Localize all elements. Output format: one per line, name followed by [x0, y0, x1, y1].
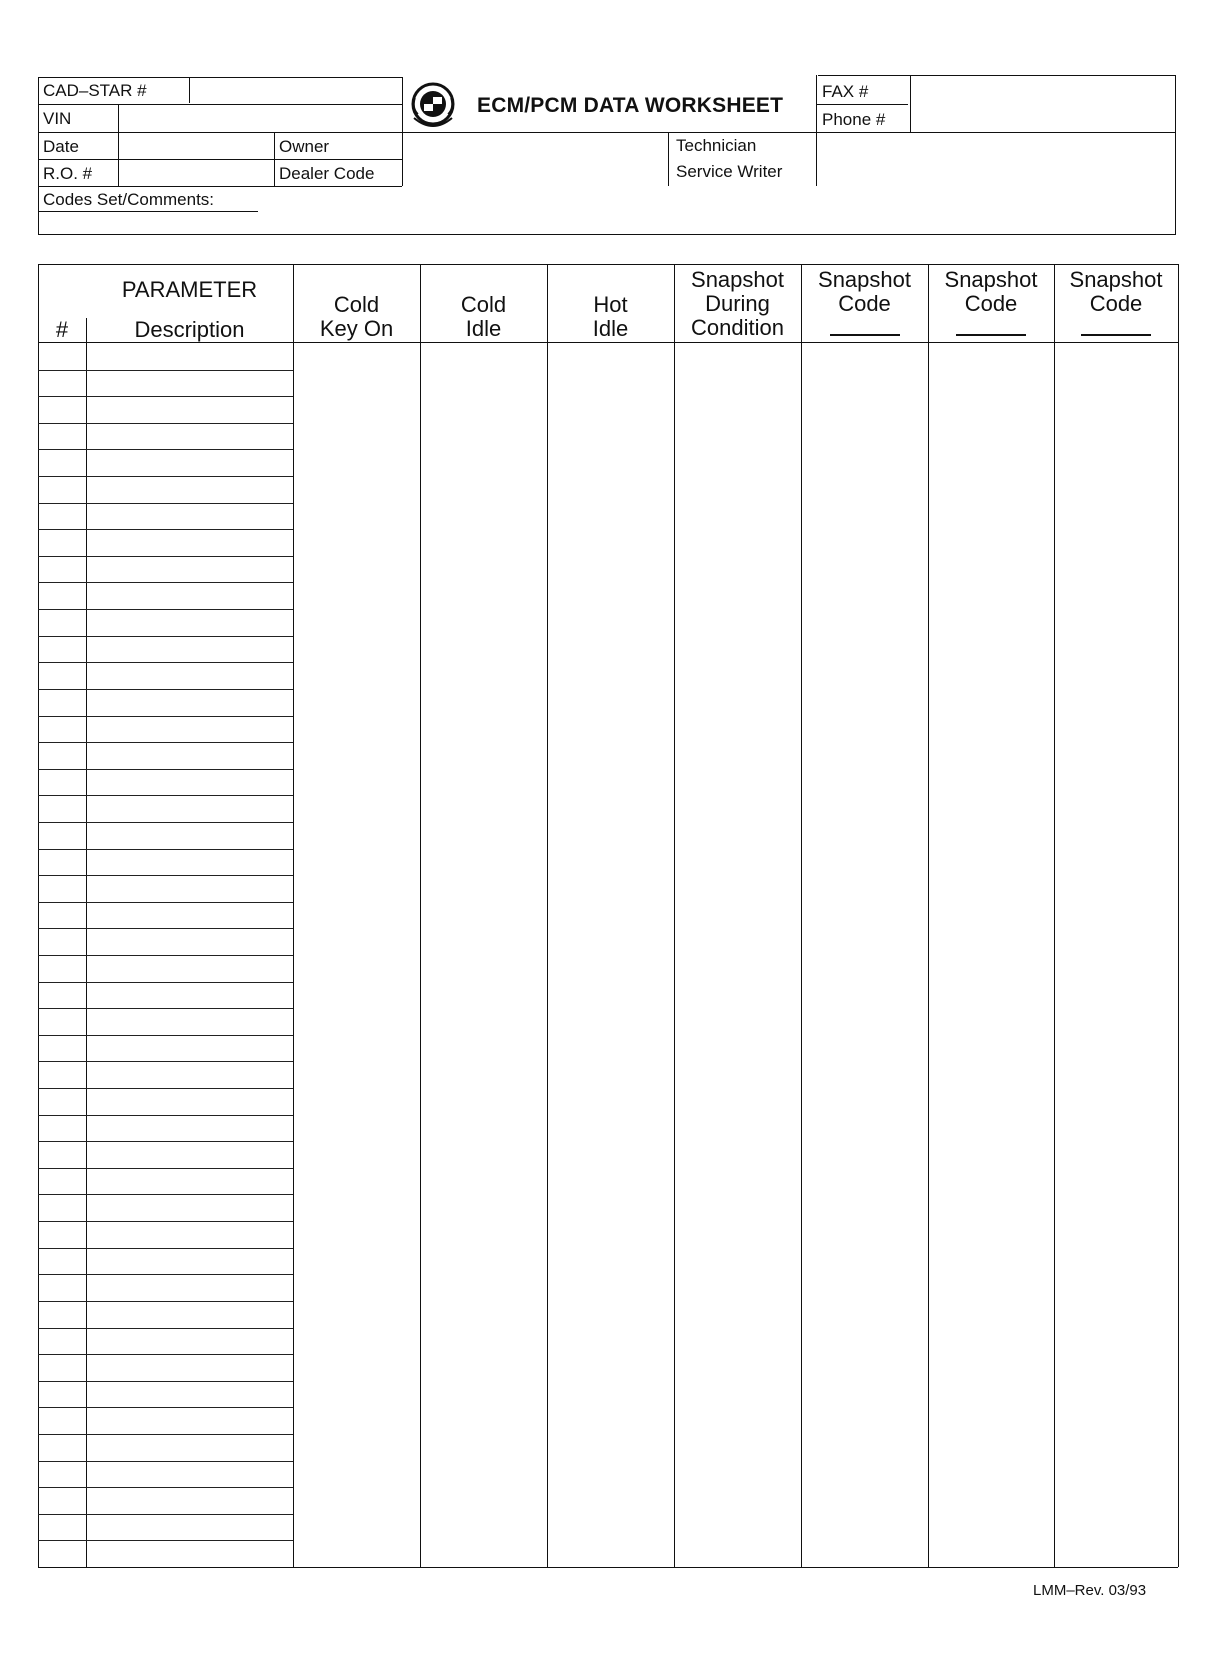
- column-header-cold-key-on: [293, 293, 420, 341]
- table-row[interactable]: [40, 1142, 1176, 1167]
- table-row[interactable]: [40, 903, 1176, 928]
- column-header-line1: Snapshot: [1069, 267, 1163, 292]
- vin-underline: [38, 132, 1176, 133]
- table-row[interactable]: [40, 1408, 1176, 1433]
- table-row[interactable]: [40, 876, 1176, 901]
- column-header-line2: Code: [1089, 291, 1143, 316]
- table-row[interactable]: [40, 1036, 1176, 1061]
- table-row[interactable]: [40, 530, 1176, 555]
- table-row[interactable]: [40, 1302, 1176, 1327]
- table-row[interactable]: [40, 610, 1176, 635]
- table-row[interactable]: [40, 1355, 1176, 1380]
- codes-set-label: Codes Set/Comments:: [43, 190, 215, 209]
- table-row[interactable]: [40, 1249, 1176, 1274]
- column-header-line1: Cold: [460, 292, 507, 317]
- cad-star-label: CAD–STAR #: [43, 81, 147, 100]
- column-header-line2: Key On: [319, 316, 394, 341]
- cad-vin-right-border: [402, 77, 403, 133]
- phone-label: Phone #: [822, 110, 886, 129]
- table-row[interactable]: [40, 1062, 1176, 1087]
- fax-underline: [816, 104, 908, 105]
- column-header-snapshot-code-2: [928, 268, 1054, 336]
- cad-star-divider: [189, 77, 190, 103]
- revision-label: LMM–Rev. 03/93: [1033, 1582, 1147, 1599]
- snapshot-code-blank[interactable]: [1081, 334, 1151, 336]
- column-header-line1: Snapshot: [944, 267, 1038, 292]
- table-row[interactable]: [40, 983, 1176, 1008]
- table-row[interactable]: [40, 717, 1176, 742]
- table-row[interactable]: [40, 663, 1176, 688]
- header-top-rule-right: [818, 75, 1175, 76]
- snapshot-code-blank[interactable]: [956, 334, 1026, 336]
- table-row[interactable]: [40, 1462, 1176, 1487]
- table-top-border: [38, 264, 1178, 265]
- table-row[interactable]: [40, 1222, 1176, 1247]
- column-header-hot-idle: [547, 293, 674, 341]
- cad-star-underline: [38, 104, 402, 105]
- table-row[interactable]: [40, 929, 1176, 954]
- number-header: #: [55, 317, 69, 342]
- table-bottom-border: [38, 1567, 1178, 1568]
- table-row[interactable]: [40, 1435, 1176, 1460]
- table-row[interactable]: [40, 583, 1176, 608]
- owner-field[interactable]: [404, 134, 668, 158]
- table-row[interactable]: [40, 770, 1176, 795]
- table-row[interactable]: [40, 1116, 1176, 1141]
- column-header-line2: Idle: [592, 316, 629, 341]
- column-header-snapshot-code-1: [801, 268, 928, 336]
- technician-label: Technician: [676, 136, 757, 155]
- date-field[interactable]: [120, 134, 272, 158]
- vin-label: VIN: [43, 109, 72, 128]
- column-header-line3: Condition: [691, 315, 784, 340]
- table-row[interactable]: [40, 690, 1176, 715]
- column-header-line1: Snapshot: [818, 267, 911, 292]
- ro-underline: [38, 186, 402, 187]
- table-row[interactable]: [40, 557, 1176, 582]
- column-header-line1: Cold: [333, 292, 380, 317]
- table-row[interactable]: [40, 344, 1176, 369]
- table-row[interactable]: [40, 743, 1176, 768]
- table-row[interactable]: [40, 1488, 1176, 1513]
- ro-label: R.O. #: [43, 164, 93, 183]
- dealer-code-label: Dealer Code: [279, 164, 375, 183]
- vin-divider: [118, 104, 119, 132]
- dealer-code-right-border: [402, 132, 403, 186]
- cad-star-field[interactable]: [191, 79, 399, 103]
- service-writer-label: Service Writer: [676, 162, 783, 181]
- table-row[interactable]: [40, 477, 1176, 502]
- table-row[interactable]: [40, 796, 1176, 821]
- table-row[interactable]: [40, 397, 1176, 422]
- column-header-line1: Hot: [593, 292, 628, 317]
- fax-label: FAX #: [822, 82, 869, 101]
- column-header-line2: Code: [964, 291, 1018, 316]
- column-header-snapshot-code-3: [1054, 268, 1178, 336]
- date-underline: [38, 159, 402, 160]
- table-row[interactable]: [40, 1089, 1176, 1114]
- table-row[interactable]: [40, 823, 1176, 848]
- header-bottom-rule: [38, 234, 1176, 235]
- ro-field[interactable]: [120, 161, 272, 185]
- table-left-border: [38, 264, 39, 1567]
- table-row[interactable]: [40, 956, 1176, 981]
- table-row[interactable]: [40, 450, 1176, 475]
- fax-field[interactable]: [912, 77, 1172, 103]
- column-header-line1: Snapshot: [691, 267, 784, 292]
- owner-label: Owner: [279, 137, 330, 156]
- table-row[interactable]: [40, 637, 1176, 662]
- technician-right-border: [816, 132, 817, 186]
- vin-field[interactable]: [120, 106, 400, 130]
- parameter-header: PARAMETER: [121, 277, 258, 302]
- table-header-bottom: [38, 342, 1178, 343]
- worksheet-title: ECM/PCM DATA WORKSHEET: [477, 94, 784, 117]
- phone-field[interactable]: [912, 105, 1172, 131]
- table-row[interactable]: [40, 1009, 1176, 1034]
- table-right-border: [1178, 264, 1179, 1567]
- table-row[interactable]: [40, 1515, 1176, 1540]
- fax-divider: [910, 75, 911, 133]
- technician-divider: [668, 132, 669, 186]
- snapshot-code-blank[interactable]: [830, 334, 900, 336]
- column-header-line2: During: [705, 291, 770, 316]
- description-header: Description: [134, 317, 245, 342]
- table-row[interactable]: [40, 371, 1176, 396]
- column-header-line2: Code: [838, 291, 891, 316]
- table-row[interactable]: [40, 850, 1176, 875]
- table-row[interactable]: [40, 504, 1176, 529]
- column-header-cold-idle: [420, 293, 547, 341]
- table-row[interactable]: [40, 424, 1176, 449]
- header-top-rule-left: [38, 77, 402, 78]
- column-header-line2: Idle: [465, 316, 502, 341]
- technician-field[interactable]: [818, 134, 1172, 158]
- table-row[interactable]: [40, 1329, 1176, 1354]
- table-row[interactable]: [40, 1169, 1176, 1194]
- table-row[interactable]: [40, 1541, 1176, 1566]
- crest-emblem-icon: [406, 80, 460, 134]
- header-right-border: [1175, 75, 1176, 235]
- column-header-snapshot-during-condition: [674, 268, 801, 340]
- service-writer-field[interactable]: [818, 160, 1172, 184]
- table-row[interactable]: [40, 1275, 1176, 1300]
- date-label: Date: [43, 137, 79, 156]
- codes-set-field[interactable]: [40, 212, 1170, 233]
- table-row[interactable]: [40, 1382, 1176, 1407]
- dealer-code-field[interactable]: [404, 161, 668, 185]
- table-row[interactable]: [40, 1195, 1176, 1220]
